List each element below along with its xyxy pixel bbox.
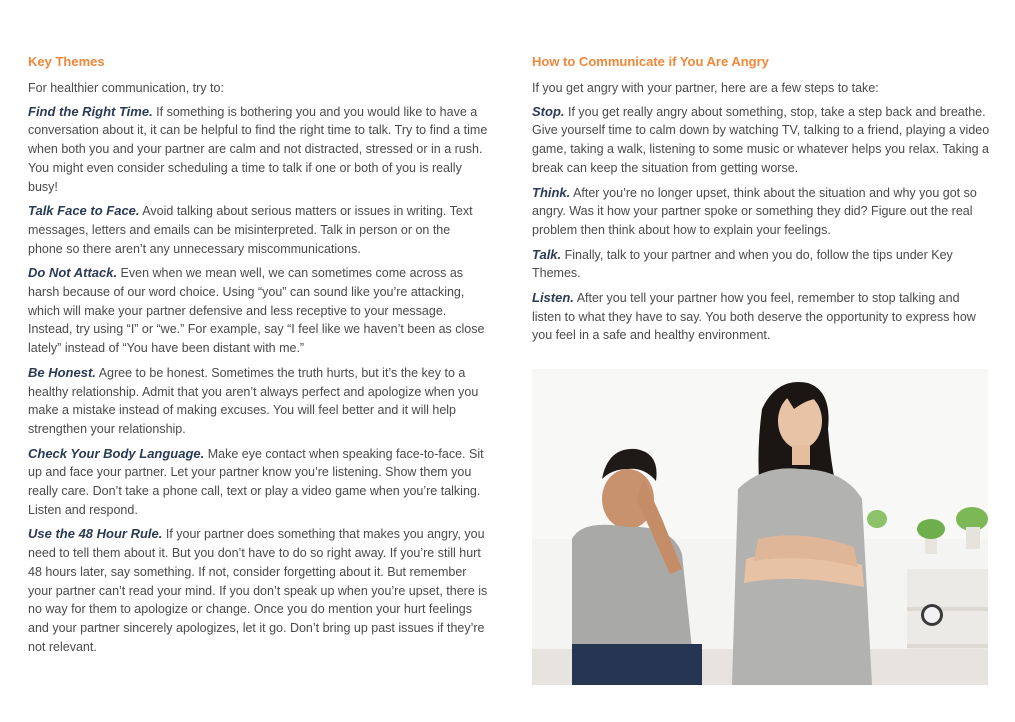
tip-term: Find the Right Time. xyxy=(28,103,153,119)
tip-text: Make eye contact when speaking face-to-face. Sit up and face your partner. Let your partner know you’re listening. Show them you really care. Don’t take a phone call, text or play a video game when you’re talking. Listen and respond. xyxy=(28,446,484,517)
tip-text: If something is bothering you and you would like to have a conversation about it, it can be helpful to find the right time to talk. Try to find a time when both you and your partner are calm and not distracted, stressed or in a rush. You might even consider scheduling a time to talk if one or both of you is really busy! xyxy=(28,104,488,194)
step-item xyxy=(532,289,990,345)
tip-item xyxy=(28,264,488,358)
step-item xyxy=(532,103,990,178)
tip-text: Avoid talking about serious matters or issues in writing. Text messages, letters and emails can be misinterpreted. Talk in person or on the phone so there aren’t any unnecessary miscommunications. xyxy=(28,204,473,256)
step-item xyxy=(532,246,990,283)
tip-term: Do Not Attack. xyxy=(28,265,118,281)
key-themes-column xyxy=(28,54,488,662)
key-themes-heading: Key Themes xyxy=(28,54,105,69)
tip-term: Check Your Body Language. xyxy=(28,445,205,461)
step-text: If you get really angry about something, stop, take a step back and breathe. Give yourself time to calm down by watching TV, talking to a friend, playing a video game, taking a walk, listening to some music or whatever helps you relax. Taking a break can keep the situation from getting worse. xyxy=(532,104,990,175)
angry-intro: If you get angry with your partner, here are a few steps to take: xyxy=(532,81,879,95)
tip-term: Be Honest. xyxy=(28,364,96,380)
step-term: Talk. xyxy=(532,246,562,262)
step-term: Think. xyxy=(532,184,571,200)
tip-item xyxy=(28,103,488,197)
tip-text: Even when we mean well, we can sometimes come across as harsh because of our word choice. Using “you” can sound like you’re attacking, which will make your partner defensive and less receptive to your message. Instead, try using “I” or “we.” For example, say “I feel like we haven’t been as close lately” instead of “You have been distant with me.” xyxy=(28,266,485,356)
tip-item xyxy=(28,364,488,439)
step-term: Listen. xyxy=(532,290,574,306)
step-text: After you tell your partner how you feel, remember to stop talking and listen to what they have to say. You both deserve the opportunity to express how you feel in a safe and healthy environment. xyxy=(532,291,976,343)
tip-item xyxy=(28,202,488,258)
angry-heading: How to Communicate if You Are Angry xyxy=(532,54,769,69)
tip-text: Agree to be honest. Sometimes the truth hurts, but it’s the key to a healthy relationship. Admit that you aren’t always perfect and apologize when you make a mistake instead of making excuses. You will feel better and it will help strengthen your relationship. xyxy=(28,365,479,436)
tip-term: Use the 48 Hour Rule. xyxy=(28,526,163,542)
step-text: After you’re no longer upset, think about the situation and why you got so angry. Was it how your partner spoke or something they did? Figure out the real problem then think about how to explain your feelings. xyxy=(532,185,977,237)
tip-text: If your partner does something that makes you angry, you need to tell them about it. But you don’t have to do so right away. If you’re still hurt 48 hours later, say something. If not, consider forgetting about it. But remember your partner can’t read your mind. If you don’t speak up when you’re upset, there is no way for them to apologize or change. Once you do mention your hurt feelings and your partner sincerely apologizes, let it go. Don’t bring up past issues if they’re not relevant. xyxy=(28,527,488,654)
step-text: Finally, talk to your partner and when you do, follow the tips under Key Themes. xyxy=(532,247,953,281)
key-themes-intro: For healthier communication, try to: xyxy=(28,81,224,95)
tip-term: Talk Face to Face. xyxy=(28,203,140,219)
couple-argument-photo xyxy=(532,369,988,685)
tip-item xyxy=(28,525,488,656)
couple-illustration xyxy=(532,369,988,685)
angry-steps-column xyxy=(532,54,990,351)
tip-item xyxy=(28,445,488,520)
step-term: Stop. xyxy=(532,103,565,119)
step-item xyxy=(532,184,990,240)
